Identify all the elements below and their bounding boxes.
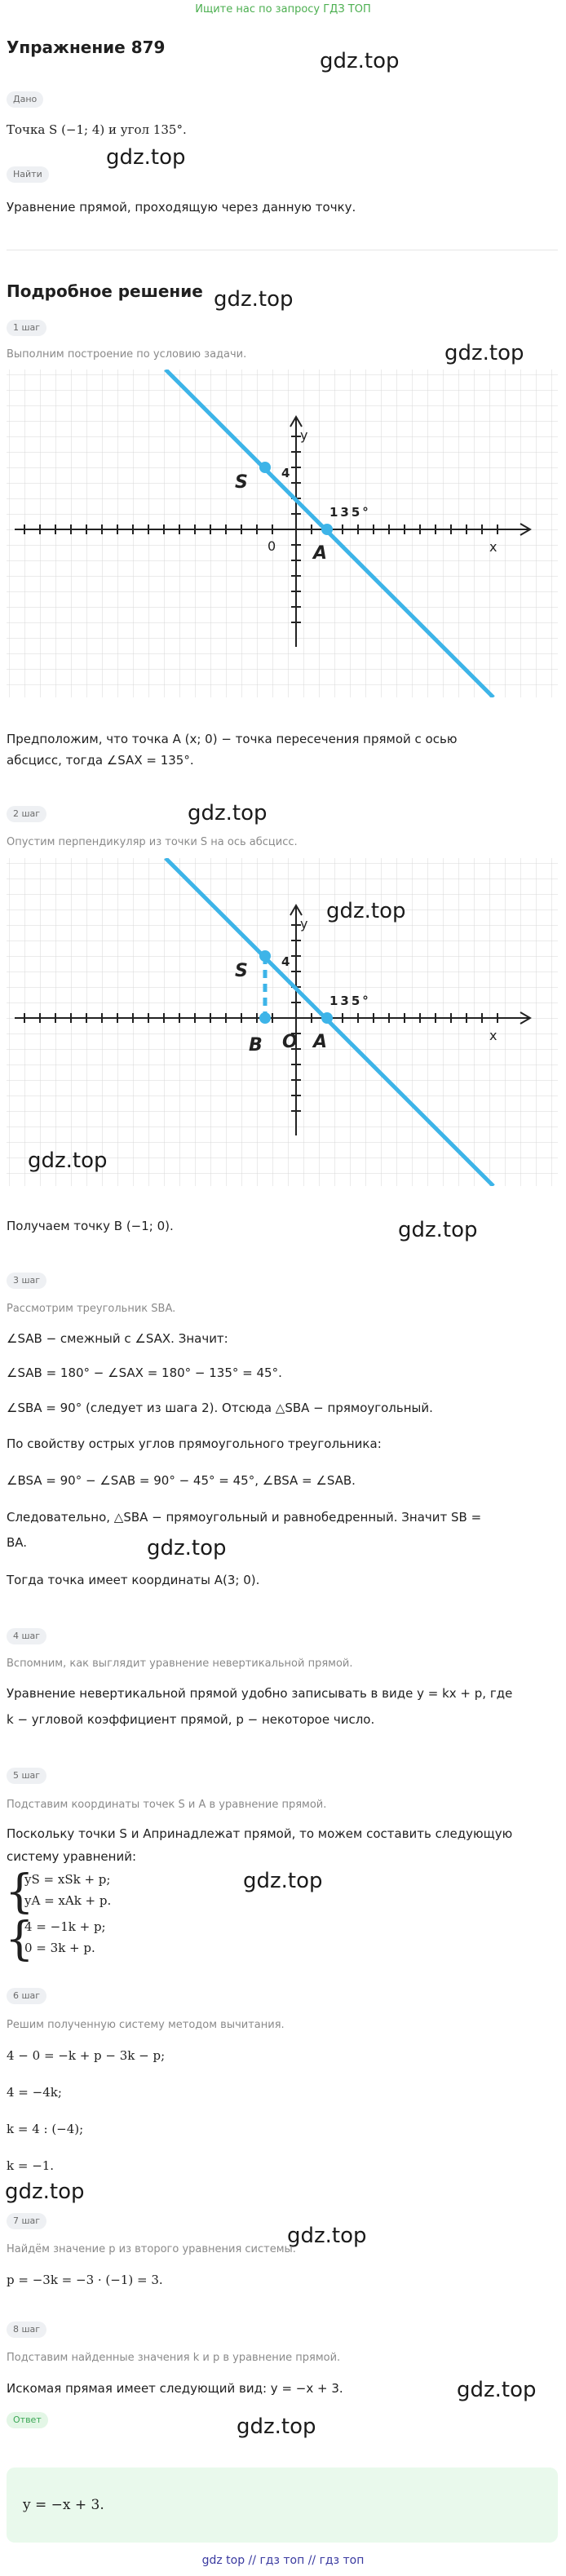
step-text: ∠SAB = 180° − ∠SAX = 180° − 135° = 45°. (7, 1365, 282, 1380)
label-a: A (313, 543, 328, 564)
coordinate-graph-2 (7, 858, 558, 1186)
system-eq: yA = xAk + p. (24, 1893, 112, 1908)
step-intro: Вспомним, как выглядит уравнение невертикальной прямой. (7, 1658, 353, 1670)
label-4: 4 (281, 466, 290, 480)
step-label: 5 шаг (7, 1768, 46, 1784)
system-brace: { (5, 1866, 34, 1919)
watermark: gdz.top (287, 2224, 367, 2248)
system-brace: { (5, 1913, 34, 1966)
watermark: gdz.top (188, 801, 268, 825)
step-text: По свойству острых углов прямоугольного треугольника: (7, 1436, 382, 1451)
watermark: gdz.top (243, 1869, 323, 1893)
label-b: B (249, 1035, 263, 1056)
step-text: p = −3k = −3 · (−1) = 3. (7, 2273, 163, 2287)
label-4: 4 (281, 954, 290, 969)
angle-label: 135° (329, 994, 371, 1008)
watermark: gdz.top (320, 49, 400, 73)
step-text: Получаем точку B (−1; 0). (7, 1219, 174, 1233)
point-a (321, 1012, 333, 1024)
point-s (259, 950, 271, 962)
watermark: gdz.top (398, 1218, 478, 1242)
label-o: O (282, 1032, 298, 1052)
step-text: систему уравнений: (7, 1849, 136, 1864)
coordinate-graph-1 (7, 370, 558, 697)
step-text: Искомая прямая имеет следующий вид: y = −x + 3. (7, 2381, 343, 2396)
footer-links[interactable]: gdz top // гдз топ // гдз топ (201, 2554, 365, 2567)
step-text: Предположим, что точка A (x; 0) − точка пересечения прямой с осью (7, 732, 458, 746)
system-eq: 4 = −1k + p; (24, 1919, 106, 1934)
label-s: S (235, 472, 248, 493)
point-a (321, 524, 333, 535)
step-label: 3 шаг (7, 1273, 46, 1289)
top-banner-link[interactable]: Ищите нас по запросу ГДЗ ТОП (195, 3, 371, 15)
step-text: k = −1. (7, 2158, 55, 2173)
label-a: A (313, 1032, 328, 1052)
answer-text: y = −x + 3. (23, 2497, 104, 2513)
point-s (259, 462, 271, 473)
x-axis-label: x (489, 1028, 497, 1043)
watermark: gdz.top (28, 1149, 108, 1173)
label-0: 0 (268, 538, 276, 554)
solution-title: Подробное решение (7, 281, 203, 301)
label-s: S (235, 961, 248, 981)
point-b (259, 1012, 271, 1024)
step-text: Следовательно, △SBA − прямоугольный и равнобедренный. Значит SB = (7, 1510, 482, 1525)
step-label: 6 шаг (7, 1988, 46, 2004)
watermark: gdz.top (237, 2414, 316, 2439)
watermark: gdz.top (457, 2378, 537, 2402)
step-text: абсцисс, тогда ∠SAX = 135°. (7, 753, 194, 768)
step-text: ∠SAB − смежный с ∠SAX. Значит: (7, 1331, 228, 1346)
step-text: 4 = −4k; (7, 2085, 62, 2100)
y-axis-label: y (300, 427, 308, 443)
step-text: k − угловой коэффициент прямой, p − некоторое число. (7, 1712, 375, 1727)
step-text: Поскольку точки S и Aпринадлежат прямой, то можем составить следующую (7, 1826, 513, 1841)
step-intro: Подставим координаты точек S и A в уравнение прямой. (7, 1799, 327, 1811)
system-eq: yS = xSk + p; (24, 1872, 111, 1887)
watermark: gdz.top (147, 1536, 227, 1560)
step-text: ∠BSA = 90° − ∠SAB = 90° − 45° = 45°, ∠BSA = ∠SAB. (7, 1473, 356, 1488)
answer-label: Ответ (7, 2412, 48, 2428)
given-text: Точка S (−1; 4) и угол 135°. (7, 122, 187, 137)
step-text: ∠SBA = 90° (следует из шага 2). Отсюда △SBA − прямоугольный. (7, 1401, 433, 1415)
step-label: 4 шаг (7, 1628, 46, 1644)
step-intro: Решим полученную систему методом вычитания. (7, 2019, 285, 2031)
step-text: k = 4 : (−4); (7, 2122, 84, 2136)
step-text: 4 − 0 = −k + p − 3k − p; (7, 2048, 166, 2063)
given-label: Дано (7, 91, 43, 108)
step-label: 8 шаг (7, 2321, 46, 2338)
angle-label: 135° (329, 505, 371, 520)
step-text: Тогда точка имеет координаты A(3; 0). (7, 1573, 260, 1587)
step-text: BA. (7, 1535, 28, 1550)
find-label: Найти (7, 166, 49, 183)
watermark: gdz.top (106, 145, 186, 170)
watermark: gdz.top (5, 2180, 85, 2204)
watermark: gdz.top (214, 287, 294, 312)
step-intro: Подставим найденные значения k и p в уравнение прямой. (7, 2352, 341, 2364)
step-text: Уравнение невертикальной прямой удобно записывать в виде y = kx + p, где (7, 1686, 513, 1701)
step-intro: Выполним построение по условию задачи. (7, 348, 247, 361)
system-eq: 0 = 3k + p. (24, 1941, 95, 1955)
step-label: 1 шаг (7, 320, 46, 336)
step-label: 7 шаг (7, 2213, 46, 2229)
x-axis-label: x (489, 539, 497, 555)
find-text: Уравнение прямой, проходящую через данную точку. (7, 200, 356, 215)
watermark: gdz.top (444, 341, 524, 365)
step-intro: Опустим перпендикуляр из точки S на ось абсцисс. (7, 836, 298, 848)
step-intro: Рассмотрим треугольник SBA. (7, 1303, 176, 1315)
step-label: 2 шаг (7, 806, 46, 822)
watermark: gdz.top (326, 899, 406, 923)
step-intro: Найдём значение p из второго уравнения системы. (7, 2243, 296, 2255)
exercise-title: Упражнение 879 (7, 38, 166, 57)
y-axis-label: y (300, 916, 308, 932)
